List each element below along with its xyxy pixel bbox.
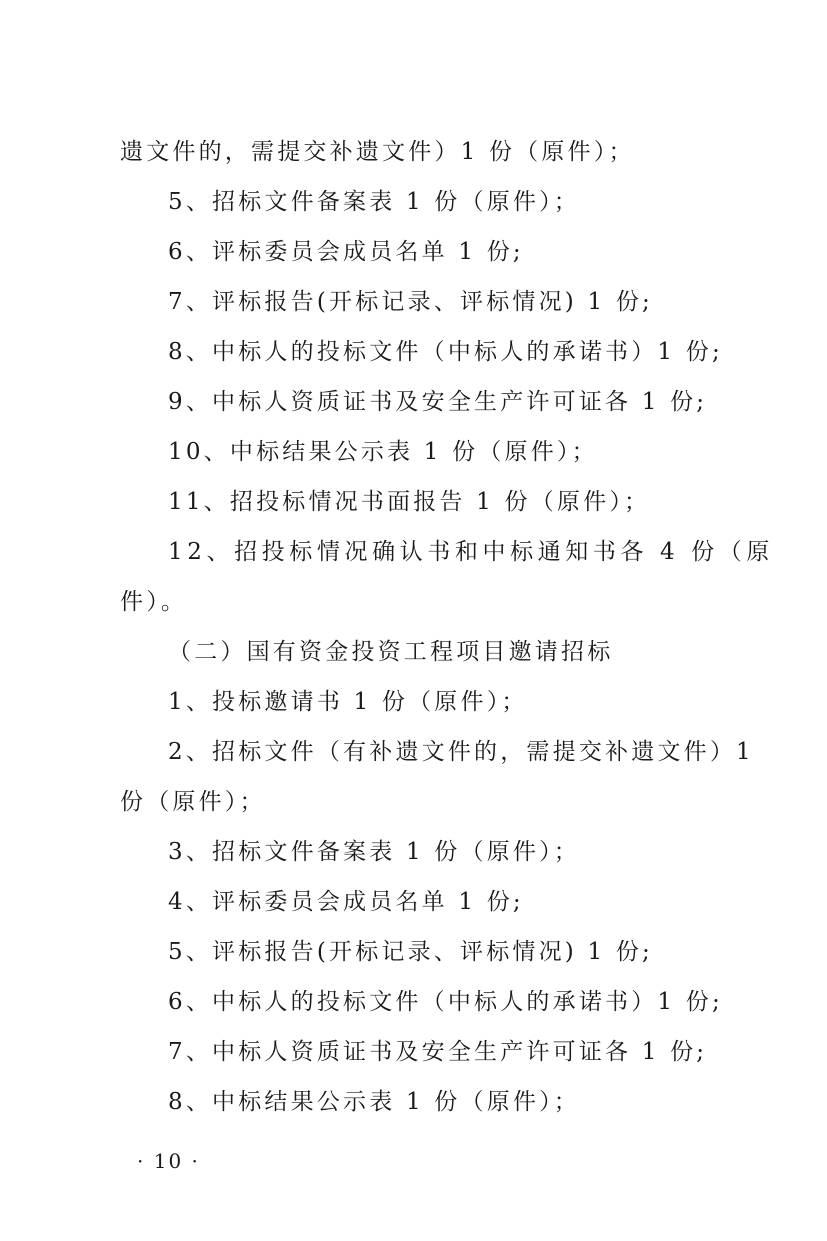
text-line-6: 9、中标人资质证书及安全生产许可证各 1 份; — [168, 389, 708, 415]
text-line-4: 7、评标报告(开标记录、评标情况) 1 份; — [168, 289, 653, 315]
text-line-2: 5、招标文件备案表 1 份（原件）； — [168, 189, 580, 215]
text-line-17: 5、评标报告(开标记录、评标情况) 1 份; — [168, 939, 653, 965]
text-line-12: 1、投标邀请书 1 份（原件）； — [168, 689, 528, 715]
text-line-7: 10、中标结果公示表 1 份（原件）； — [168, 439, 598, 465]
page-number: · 10 · — [137, 1149, 200, 1173]
text-line-1: 遗文件的，需提交补遗文件）1 份（原件）； — [120, 139, 635, 165]
text-line-3: 6、评标委员会成员名单 1 份; — [168, 239, 524, 265]
text-line-8: 11、招投标情况书面报告 1 份（原件）； — [168, 489, 651, 515]
text-line-14: 份（原件）； — [120, 789, 266, 815]
text-line-16: 4、评标委员会成员名单 1 份; — [168, 889, 524, 915]
text-line-10: 件）。 — [120, 589, 188, 615]
text-line-13: 2、招标文件（有补遗文件的，需提交补遗文件）1 — [168, 739, 754, 765]
text-line-20: 8、中标结果公示表 1 份（原件）； — [168, 1089, 580, 1115]
text-line-18: 6、中标人的投标文件（中标人的承诺书）1 份; — [168, 989, 723, 1015]
text-line-9: 12、招投标情况确认书和中标通知书各 4 份（原 — [168, 539, 774, 565]
text-line-15: 3、招标文件备案表 1 份（原件）； — [168, 839, 580, 865]
text-line-5: 8、中标人的投标文件（中标人的承诺书）1 份; — [168, 339, 723, 365]
text-line-19: 7、中标人资质证书及安全生产许可证各 1 份; — [168, 1039, 708, 1065]
section-heading: （二）国有资金投资工程项目邀请招标 — [168, 639, 614, 665]
